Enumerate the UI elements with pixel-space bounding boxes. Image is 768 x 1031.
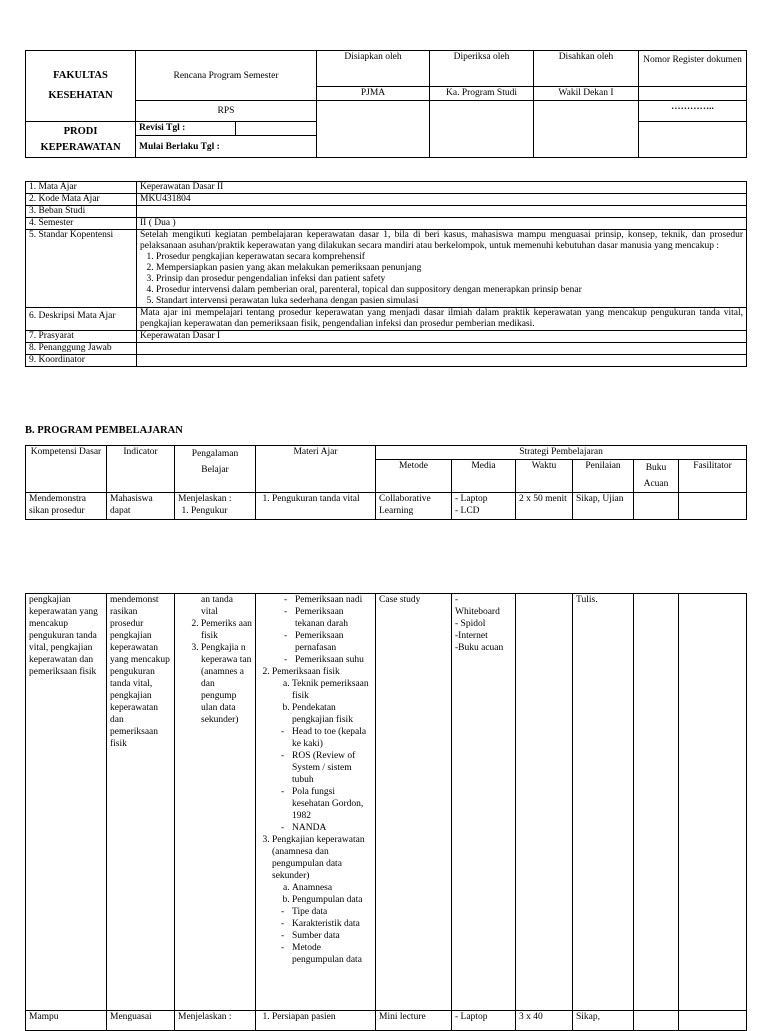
materi-header: Materi Ajar [256,446,376,493]
standar-kompetensi-label: 5. Standar Kopentensi [26,230,137,308]
list-item: 2. Pemeriks aan fisik [201,618,252,642]
beban-studi-value [137,206,747,218]
list-item: - Sumber data [292,930,372,942]
materi-alpha-list [272,678,372,726]
list-item: 2. Pemeriksaan fisik a. Teknik pemeriksaan fisik b. Pendekatan pengkajian fisik - Head to toe (kepala ke kaki) - ROS (Review of System / sistem tubuh - Pola fungsi kesehatan Gordon, 1982 - NANDA [272,666,372,834]
metode-header: Metode [376,460,452,493]
kode-mata-ajar-label: 2. Kode Mata Ajar [26,194,137,206]
media-cell [452,493,516,520]
standar-kompetensi-value [137,230,747,308]
materi-list [259,493,372,505]
materi-dash-list [272,726,372,834]
list-item: 1. Pengukur [191,505,252,517]
materi-dash-list [272,906,372,966]
list-item: - Pemeriksaan tekanan darah [295,606,372,630]
standar-intro: Setelah mengikuti kegiatan pembelajaran keperawatan dasar 1, bila di beri kasus, mahasiswa mampu menguasai prinsip, konsep, teknik, dan prosedur pelaksanaan asuhan/praktik keperawatan yang dilakukan secara mandiri atau berkelompok, untuk memenuhi kebutuhan dasar manusia yang mencakup : [140,230,743,251]
indicator-cell: mendemonst rasikan prosedur pengkajian keperawatan yang mencakup pengukuran tanda vital, pengkajian keperawatan dan pemeriksaan fisik [107,594,175,1011]
nomor-register-label: Nomor Register dokumen [639,51,747,87]
list-item: 3. Pengkajia n keperawa tan (anamnes a dan pengump ulan data sekunder) [201,642,252,726]
list-item: 1. Pengukuran tanda vital [272,493,372,505]
pengalaman-list [178,505,252,517]
table-row [26,1011,747,1031]
pengalaman-intro: Menjelaskan : [178,494,232,504]
table-row [26,493,747,520]
register-empty-cell [639,87,747,101]
revisi-value [236,122,317,136]
waktu-cell [516,594,573,1011]
koordinator-label: 9. Koordinator [26,355,137,367]
penanggung-jawab-label: 8. Penanggung Jawab [26,343,137,355]
register-lower-cell [639,122,747,158]
waktu-cell: 2 x 50 menit [516,493,573,520]
pengalaman-cell [175,594,256,1011]
list-item: - Head to toe (kepala ke kaki) [292,726,372,750]
kompetensi-cell: Mampu [26,1011,107,1031]
semester-value: II ( Dua ) [137,218,747,230]
disiapkan-label: Disiapkan oleh [317,51,430,87]
strategi-header: Strategi Pembelajaran [376,446,747,460]
course-info-table [25,181,747,367]
prasyarat-value: Keperawatan Dasar I [137,331,747,343]
section-b-heading: B. PROGRAM PEMBELAJARAN [25,425,183,436]
rps-label: RPS [136,101,317,122]
list-item: b. Pendekatan pengkajian fisik [292,702,372,726]
prasyarat-label: 7. Prasyarat [26,331,137,343]
table-row [26,594,747,1011]
buku-acuan-header: Buku Acuan [634,460,679,493]
media-item: - [455,595,459,605]
wakil-dekan-label: Wakil Dekan I [534,87,639,101]
indicator-header: Indicator [107,446,175,493]
pengalaman-cell [175,493,256,520]
koordinator-value [137,355,747,367]
revisi-label: Revisi Tgl : [136,122,236,136]
list-item: - Pemeriksaan pernafasan [295,630,372,654]
buku-cell [634,1011,679,1031]
list-item: 1. Prosedur pengkajian keperawatan secara komprehensif [156,252,743,263]
ka-prodi-label: Ka. Program Studi [430,87,534,101]
list-item: - Pemeriksaan nadi [295,594,372,606]
rencana-program-label: Rencana Program Semester [136,51,317,101]
list-item: - Tipe data [292,906,372,918]
deskripsi-value: Mata ajar ini mempelajari tentang prosedur keperawatan yang menjadi dasar ilmiah dalam praktik keperawatan yang mencakup pengukuran tanda vital, pengkajian keperawatan dan pemeriksaan fisik, pengendalian infeksi dan prosedur pemberian medikasi. [137,308,747,331]
materi-cell [256,493,376,520]
list-item: - Pemeriksaan suhu [295,654,372,666]
deskripsi-label: 6. Deskripsi Mata Ajar [26,308,137,331]
list-item: a. Anamnesa [292,882,372,894]
document-header-table [25,50,747,158]
media-item: - Laptop [455,494,488,504]
materi-cell [256,594,376,1011]
media-item: - Spidol [455,619,486,629]
media-item: -Buku acuan [455,643,504,653]
penilaian-cell: Sikap, [573,1011,634,1031]
pengalaman-continued: an tanda vital [201,595,233,617]
standar-list [140,252,743,307]
list-item: - Pola fungsi kesehatan Gordon, 1982 [292,786,372,822]
media-header: Media [452,460,516,493]
kompetensi-cell: Mendemonstra sikan prosedur [26,493,107,520]
mata-ajar-value: Keperawatan Dasar II [137,182,747,194]
pengalaman-list [178,618,252,726]
list-item: - ROS (Review of System / sistem tubuh [292,750,372,786]
metode-cell: Collaborative Learning [376,493,452,520]
waktu-header: Waktu [516,460,573,493]
kode-mata-ajar-value: MKU431804 [137,194,747,206]
list-item: 3. Pengkajian keperawatan (anamnesa dan pengumpulan data sekunder) a. Anamnesa b. Pengumpulan data - Tipe data - Karakteristik data - Sumber data - Metode pengumpulan data [272,834,372,966]
program-table-continued [25,593,747,1031]
penilaian-cell: Sikap, Ujian [573,493,634,520]
list-item: 3. Prinsip dan prosedur pengendalian infeksi dan patient safety [156,274,743,285]
materi-numbered-list [259,666,372,966]
diperiksa-label: Diperiksa oleh [430,51,534,87]
indicator-cell: Mahasiswa dapat [107,493,175,520]
list-item: - Karakteristik data [292,918,372,930]
disahkan-label: Disahkan oleh [534,51,639,87]
materi-cell [256,1011,376,1031]
indicator-cell: Menguasai [107,1011,175,1031]
fasilitator-cell [679,1011,747,1031]
disiapkan-sign-cell [317,101,430,158]
fasilitator-cell [679,594,747,1011]
list-item: 4. Prosedur intervensi dalam pemberian oral, parenteral, topical dan suppository dengan menerapkan prinsip benar [156,285,743,296]
materi-dash-list [259,594,372,666]
list-item: a. Teknik pemeriksaan fisik [292,678,372,702]
buku-cell [634,594,679,1011]
buku-cell [634,493,679,520]
kompetensi-cell: pengkajian keperawatan yang mencakup pengukuran tanda vital, pengkajian keperawatan dan pemeriksaan fisik [26,594,107,1011]
disahkan-sign-cell [534,101,639,158]
materi-list [259,1011,372,1023]
pengalaman-header: Pengalaman Belajar [175,446,256,493]
list-item: - Metode pengumpulan data [292,942,372,966]
fakultas-label: FAKULTAS KESEHATAN [26,51,136,122]
media-item: - LCD [455,506,480,516]
list-item: - NANDA [292,822,372,834]
penilaian-header: Penilaian [573,460,634,493]
prodi-label: PRODI KEPERAWATAN [26,122,136,158]
materi-alpha-list [272,882,372,906]
penanggung-jawab-value [137,343,747,355]
mata-ajar-label: 1. Mata Ajar [26,182,137,194]
penilaian-cell: Tulis. [573,594,634,1011]
list-item: 2. Mempersiapkan pasien yang akan melakukan pemeriksaan penunjang [156,263,743,274]
list-item: 1. Persiapan pasien [272,1011,372,1023]
metode-cell: Case study [376,594,452,1011]
fasilitator-cell [679,493,747,520]
semester-label: 4. Semester [26,218,137,230]
pjma-label: PJMA [317,87,430,101]
mulai-berlaku-label: Mulai Berlaku Tgl : [136,136,317,158]
metode-cell: Mini lecture [376,1011,452,1031]
kompetensi-header: Kompetensi Dasar [26,446,107,493]
program-table [25,445,747,520]
media-item: Whiteboard [455,607,500,617]
pengalaman-cell: Menjelaskan : [175,1011,256,1031]
fasilitator-header: Fasilitator [679,460,747,493]
media-cell: - Laptop [452,1011,516,1031]
diperiksa-sign-cell [430,101,534,158]
list-item: 5. Standart intervensi perawatan luka sederhana dengan pasien simulasi [156,296,743,307]
waktu-cell: 3 x 40 [516,1011,573,1031]
list-item: b. Pengumpulan data [292,894,372,906]
register-dots: ………….. [639,101,747,122]
media-cell [452,594,516,1011]
beban-studi-label: 3. Beban Studi [26,206,137,218]
media-item: -Internet [455,631,488,641]
